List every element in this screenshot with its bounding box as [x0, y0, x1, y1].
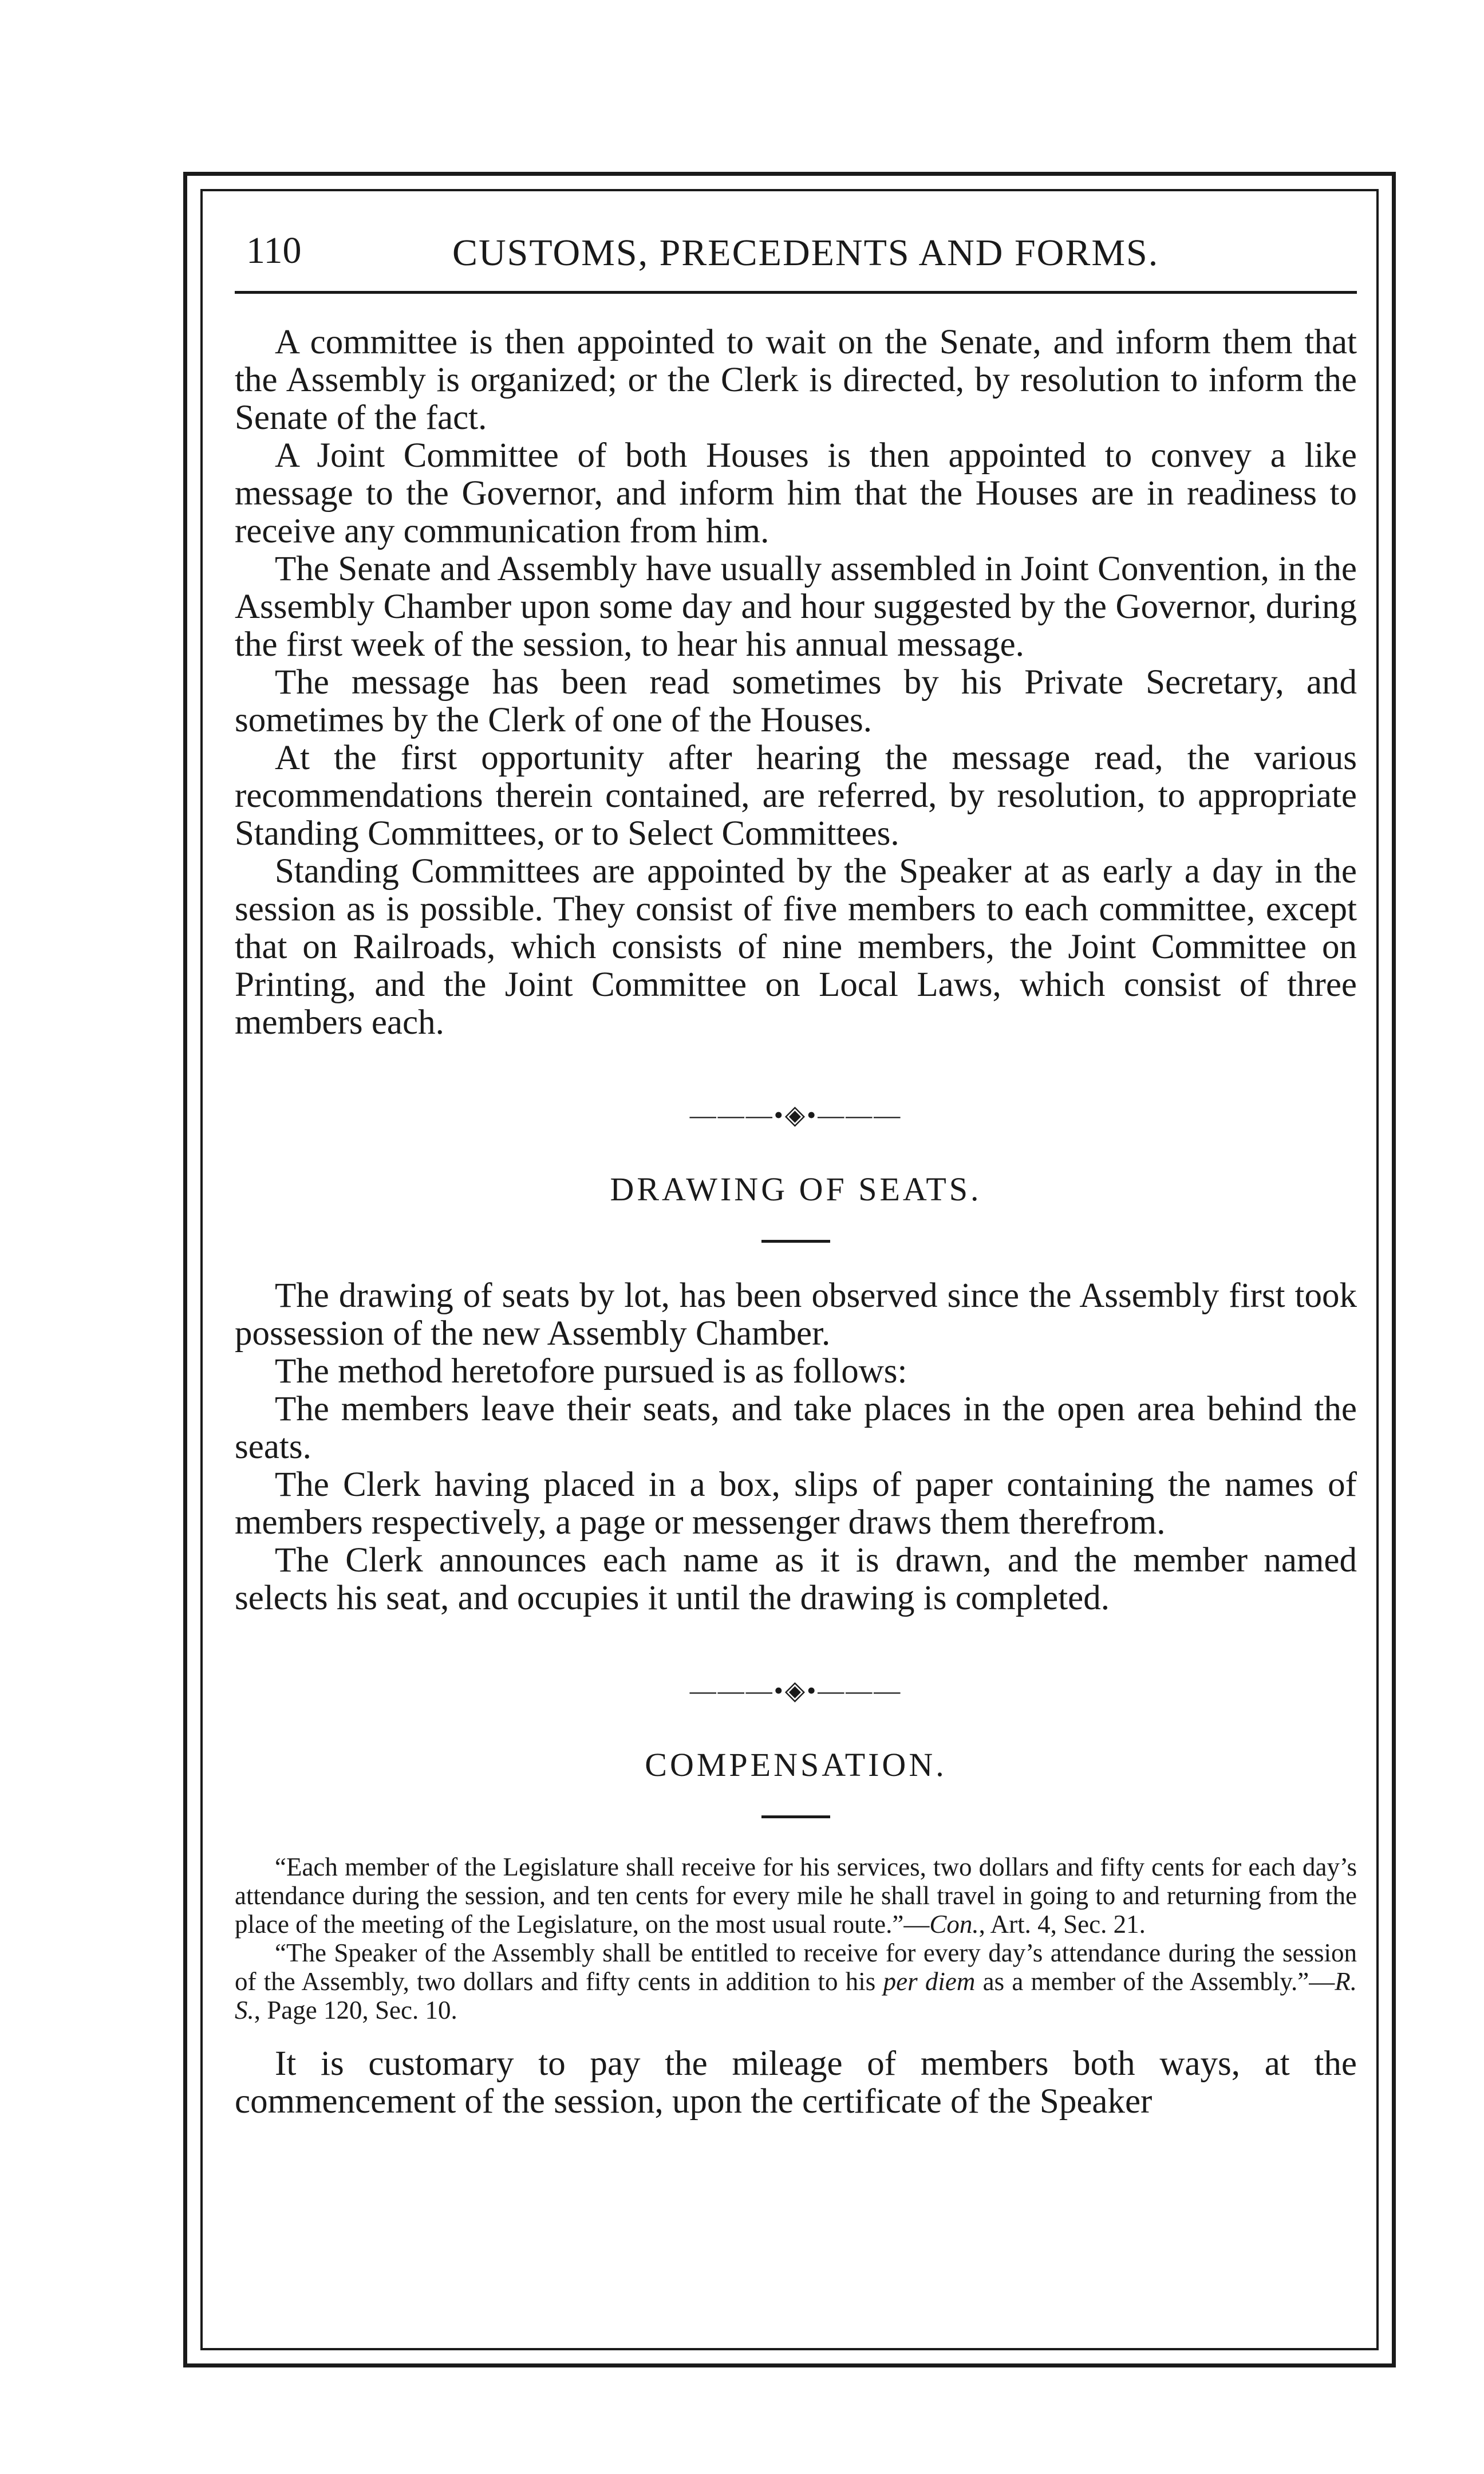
paragraph: A committee is then appointed to wait on the Senate, and inform them that the Assembly is organized; or the Clerk is directed, by resolution to inform the Senate of the fact.	[235, 323, 1357, 437]
compensation-section	[235, 1746, 1357, 2121]
header-rule	[235, 291, 1357, 294]
quote-text: “The Speaker of the Assembly shall be entitled to receive for every day’s attendance during the session of the Assembly, two dollars and fifty cents in addition to his	[235, 1939, 1357, 1996]
paragraph: The method heretofore pursued is as follows:	[275, 1352, 907, 1390]
paragraph: The message has been read sometimes by his Private Secretary, and sometimes by the Clerk of one of the Houses.	[235, 663, 1357, 739]
quote-citation: , Art. 4, Sec. 21.	[978, 1910, 1146, 1939]
paragraph: The Senate and Assembly have usually assembled in Joint Convention, in the Assembly Chamber upon some day and hour suggested by the Governor, during the first week of the session, to hear his annual message.	[235, 550, 1357, 664]
ornament-divider: ———•◈•———	[689, 1100, 902, 1129]
paragraph: The Clerk having placed in a box, slips of paper containing the names of members respectively, a page or messenger draws them therefrom.	[235, 1466, 1357, 1542]
paragraph: Standing Committees are appointed by the Speaker at as early a day in the session as is possible. They consist of five members to each committee, except that on Railroads, which consists of nine members, the Joint Committee on Printing, and the Joint Committee on Local Laws, which consist of three members each.	[235, 852, 1357, 1042]
paragraph: A Joint Committee of both Houses is then appointed to convey a like message to the Governor, and inform him that the Houses are in readiness to receive any communication from him.	[235, 436, 1357, 550]
quote-citation: , Page 120, Sec. 10.	[254, 1996, 457, 2024]
paragraph: It is customary to pay the mileage of members both ways, at the commencement of the session, upon the certificate of the Speaker	[235, 2044, 1357, 2121]
intro-section	[235, 324, 1357, 1042]
paragraph: At the first opportunity after hearing the message read, the various recommendations therein contained, are referred, by resolution, to appropriate Standing Committees, or to Select Committees.	[235, 739, 1357, 853]
statute-quote	[235, 1939, 1357, 2024]
paragraph: The drawing of seats by lot, has been observed since the Assembly first took possession of the new Assembly Chamber.	[235, 1277, 1357, 1353]
quote-text: as a member of the Assembly.”—	[975, 1967, 1335, 1996]
running-title: CUSTOMS, PRECEDENTS AND FORMS.	[452, 232, 1159, 274]
running-head	[235, 206, 1357, 281]
title-rule	[761, 1815, 830, 1818]
section-title: COMPENSATION.	[645, 1746, 947, 1783]
paragraph: The Clerk announces each name as it is drawn, and the member named selects his seat, and occupies it until the drawing is completed.	[235, 1541, 1357, 1617]
title-rule	[761, 1240, 830, 1243]
page-number: 110	[246, 230, 302, 271]
drawing-of-seats-section	[235, 1170, 1357, 1617]
quote-text: “Each member of the Legislature shall receive for his services, two dollars and fifty cents for each day’s attendance during the session, and ten cents for every mile he shall travel in going to and returning from the place of the meeting of the Legislature, on the most usual route.”—	[235, 1853, 1357, 1939]
paragraph: The members leave their seats, and take places in the open area behind the seats.	[235, 1390, 1357, 1466]
section-title: DRAWING OF SEATS.	[610, 1171, 982, 1208]
quote-source: R. S.	[235, 1967, 1357, 2024]
quote-italic-phrase: per diem	[883, 1967, 976, 1996]
page-content	[235, 206, 1357, 2325]
ornament-divider: ———•◈•———	[689, 1676, 902, 1705]
quote-source: Con.	[929, 1910, 979, 1939]
constitution-quote	[235, 1853, 1357, 1939]
